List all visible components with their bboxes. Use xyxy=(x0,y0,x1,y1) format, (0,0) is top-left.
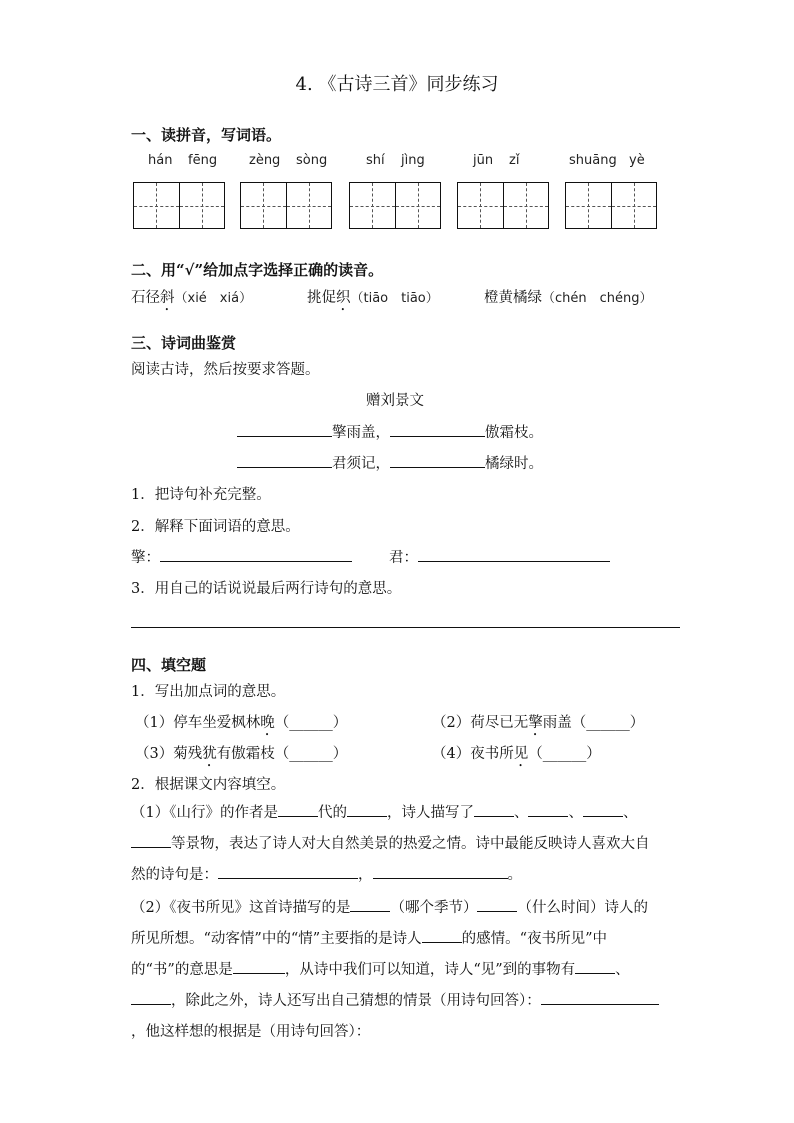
para-text: ，他这样想的根据是（用诗句回答）： xyxy=(131,1024,371,1040)
pinyin-2b: sòng xyxy=(296,153,328,168)
dotted-char: 擎 xyxy=(528,715,543,731)
para-text: ，从诗中我们可以知道，诗人“见”到的事物有 xyxy=(284,962,576,978)
answer-blank[interactable] xyxy=(131,833,171,848)
writing-grid-5[interactable] xyxy=(565,182,657,229)
pinyin-3b: jìng xyxy=(401,153,425,168)
item-text: 停车坐爱枫林 xyxy=(173,715,261,731)
dotted-char: 晚 xyxy=(260,715,275,731)
term: 君： xyxy=(389,550,418,566)
grid-cell[interactable] xyxy=(396,183,441,228)
meaning-item-1 xyxy=(135,711,347,739)
pronunciation-item-3 xyxy=(484,286,653,307)
grid-cell[interactable] xyxy=(134,183,180,228)
para-text: （2）《夜书所见》这首诗描写的是 xyxy=(131,900,351,916)
para-text: 的感情。“夜书所见”中的“书”的意思是 xyxy=(131,931,607,978)
answer-blank[interactable] xyxy=(418,547,610,562)
grid-cell[interactable] xyxy=(458,183,504,228)
pinyin-4b: zǐ xyxy=(509,153,520,168)
pinyin-2a: zèng xyxy=(249,153,281,168)
fill-paragraph-2: （2）《夜书所见》这首诗描写的是 （哪个季节） （什么时间）诗人的所见所想。“动客情”中的“情”主要指的是诗人 的感情。“夜书所见”中的“书”的意思是 ，从诗中我们可以知道，诗人“见”到的事物有 、，除此之外，诗人还写出自己猜想的情景（用诗句回答）：，他这样想的根据是（用诗句回答）： xyxy=(131,893,661,1048)
pinyin-5b: yè xyxy=(629,153,645,168)
dotted-char: 犹 xyxy=(202,746,217,762)
pinyin-5a: shuāng xyxy=(569,153,617,168)
grid-cell[interactable] xyxy=(612,183,657,228)
para-text: 代的 xyxy=(317,805,347,821)
term: 擎： xyxy=(131,550,160,566)
pronunciation-item-2 xyxy=(307,286,439,314)
poem-text: 君须记， xyxy=(332,456,390,472)
writing-grid-4[interactable] xyxy=(457,182,549,229)
para-text: （1）《山行》的作者是 xyxy=(131,805,278,821)
grid-cell[interactable] xyxy=(287,183,332,228)
question-4-2: 2．根据课文内容填空。 xyxy=(131,777,286,793)
item-text: 夜书所 xyxy=(470,746,514,762)
answer-blank[interactable] xyxy=(350,897,390,912)
section2-heading: 二、用“√”给加点字选择正确的读音。 xyxy=(131,261,384,279)
poem-title: 赠刘景文 xyxy=(366,393,424,409)
grid-cell[interactable] xyxy=(350,183,396,228)
item-number: （4） xyxy=(432,746,471,762)
pinyin-options[interactable]: （chén chéng） xyxy=(542,291,653,306)
answer-blank[interactable] xyxy=(218,864,358,879)
section3-intro: 阅读古诗，然后按要求答题。 xyxy=(131,362,320,378)
meaning-item-2 xyxy=(432,711,644,739)
para-text: ，除此之外，诗人还写出自己猜想的情景（用诗句回答）： xyxy=(171,993,541,1009)
writing-grid-2[interactable] xyxy=(240,182,332,229)
answer-blank[interactable] xyxy=(541,990,659,1005)
grid-cell[interactable] xyxy=(566,183,612,228)
meaning-item-3 xyxy=(135,742,347,770)
answer-blank[interactable] xyxy=(528,802,568,817)
answer-blank[interactable] xyxy=(347,802,387,817)
pinyin-4a: jūn xyxy=(473,153,494,168)
grid-cell[interactable] xyxy=(241,183,287,228)
define-word-1 xyxy=(131,546,352,567)
writing-grid-3[interactable] xyxy=(349,182,441,229)
pinyin-options[interactable]: （xié xiá） xyxy=(174,291,253,306)
answer-blank[interactable] xyxy=(233,959,285,974)
question-3-3: 3．用自己的话说说最后两行诗句的意思。 xyxy=(131,581,402,597)
poem-text: 傲霜枝。 xyxy=(485,425,543,441)
answer-blank[interactable] xyxy=(237,422,332,437)
question-4-1: 1．写出加点词的意思。 xyxy=(131,684,286,700)
pinyin-options[interactable]: （tiāo tiāo） xyxy=(350,291,439,306)
word: 挑促 xyxy=(307,290,336,306)
answer-blank[interactable] xyxy=(575,959,615,974)
item-number: （1） xyxy=(135,715,174,731)
page-title: 4. 《古诗三首》同步练习 xyxy=(295,74,499,95)
poem-text: 橘绿时。 xyxy=(485,456,543,472)
pinyin-3a: shí xyxy=(366,153,385,168)
answer-blank[interactable]: 有傲霜枝（______） xyxy=(216,746,348,762)
para-text: （哪个季节） xyxy=(390,900,478,916)
answer-line[interactable] xyxy=(131,627,680,628)
word: 橙黄橘绿 xyxy=(484,290,542,306)
grid-cell[interactable] xyxy=(504,183,549,228)
answer-blank[interactable]: （______） xyxy=(528,746,601,762)
section3-heading: 三、诗词曲鉴赏 xyxy=(131,334,237,352)
para-text: 等景物，表达了诗人对大自然美景的热爱之情。诗中最能反映诗人喜欢大自然的诗句是： xyxy=(131,836,650,883)
answer-blank[interactable]: （______） xyxy=(274,715,348,731)
para-text: ，诗人描写了 xyxy=(386,805,474,821)
poem-text: 擎雨盖， xyxy=(332,425,390,441)
section4-heading: 四、填空题 xyxy=(131,656,207,674)
item-number: （3） xyxy=(135,746,174,762)
answer-blank[interactable] xyxy=(583,802,623,817)
fill-paragraph-1: （1）《山行》的作者是 代的 ，诗人描写了 、 、 、等景物，表达了诗人对大自然美景的热爱之情。诗中最能反映诗人喜欢大自然的诗句是： ， 。 xyxy=(131,798,661,891)
item-text: 荷尽已无 xyxy=(470,715,529,731)
poem-line-1 xyxy=(237,421,543,442)
grid-cell[interactable] xyxy=(180,183,225,228)
dotted-char: 见 xyxy=(513,746,529,762)
pinyin-1b: fēng xyxy=(188,153,218,168)
answer-blank[interactable] xyxy=(477,897,517,912)
answer-blank[interactable] xyxy=(160,547,352,562)
pronunciation-item-1 xyxy=(131,286,252,314)
answer-blank[interactable]: 雨盖（______） xyxy=(542,715,645,731)
question-3-2: 2．解释下面词语的意思。 xyxy=(131,519,300,535)
answer-blank[interactable] xyxy=(422,928,462,943)
answer-blank[interactable] xyxy=(278,802,318,817)
answer-blank[interactable] xyxy=(131,990,171,1005)
pinyin-1a: hán xyxy=(148,153,173,168)
answer-blank[interactable] xyxy=(390,453,485,468)
word: 石径 xyxy=(131,290,160,306)
item-number: （2） xyxy=(432,715,471,731)
question-3-1: 1．把诗句补充完整。 xyxy=(131,487,271,503)
writing-grid-1[interactable] xyxy=(133,182,225,229)
define-word-2 xyxy=(389,546,610,567)
dotted-char: 斜 xyxy=(160,290,175,306)
answer-blank[interactable] xyxy=(474,802,514,817)
answer-blank[interactable] xyxy=(373,864,508,879)
dotted-char: 织 xyxy=(336,290,351,306)
item-text: 菊残 xyxy=(173,746,203,762)
answer-blank[interactable] xyxy=(390,422,485,437)
section1-heading: 一、读拼音，写词语。 xyxy=(131,126,282,144)
answer-blank[interactable] xyxy=(237,453,332,468)
poem-line-2 xyxy=(237,452,543,473)
meaning-item-4 xyxy=(432,742,601,770)
para-text: （什么时间）诗人的所见所想。“动客情”中的“情”主要指的是诗人 xyxy=(131,900,648,947)
